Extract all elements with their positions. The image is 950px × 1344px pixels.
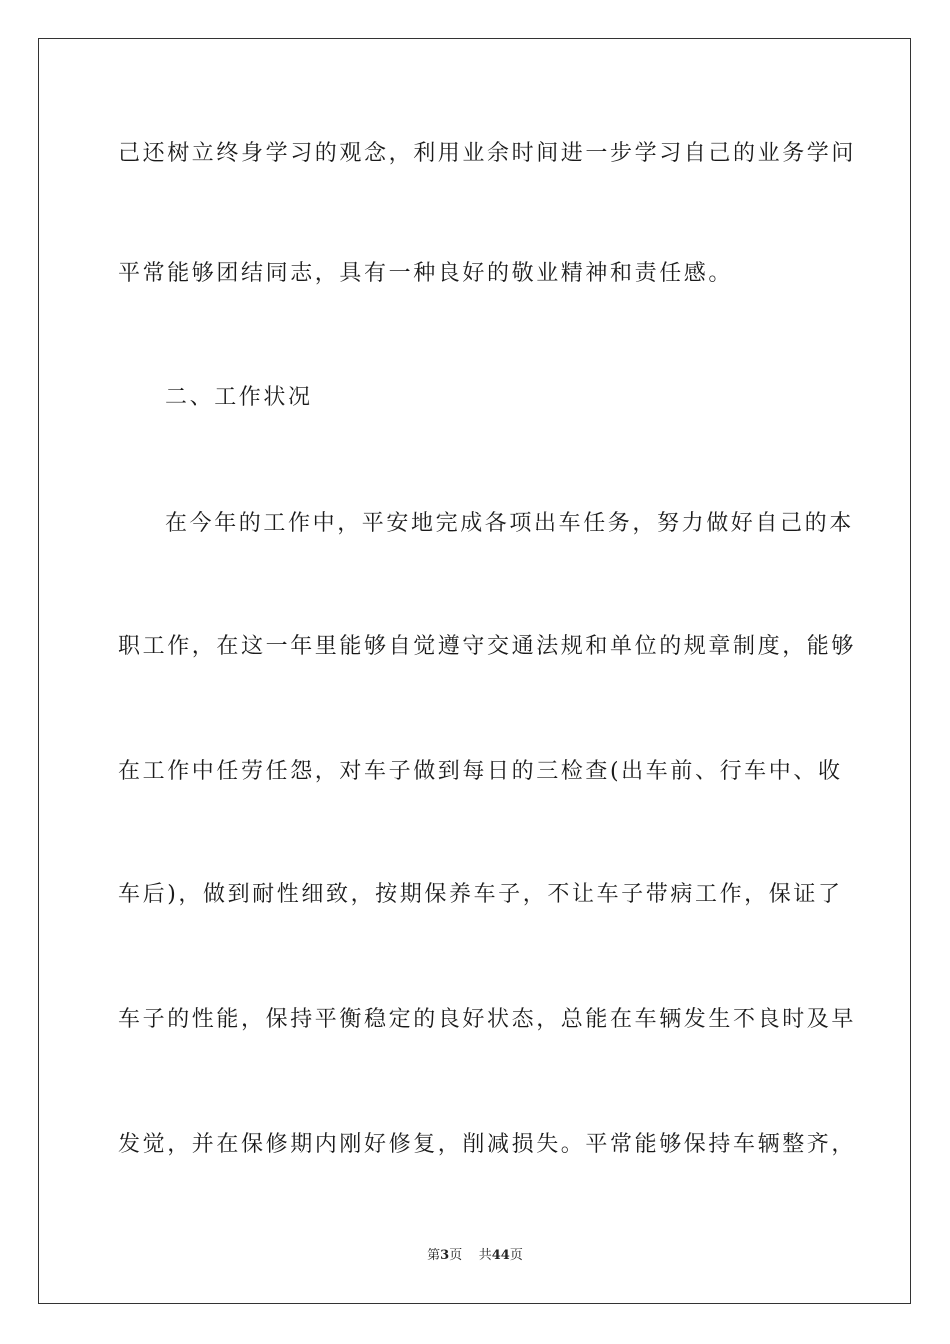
footer-page-suffix: 页 [449,1248,463,1263]
page-border [38,38,911,1304]
body-text-line-2: 平常能够团结同志，具有一种良好的敬业精神和责任感。 [118,261,734,286]
body-text-line-4: 职工作，在这一年里能够自觉遵守交通法规和单位的规章制度，能够 [118,634,857,659]
body-text-line-1: 己还树立终身学习的观念，利用业余时间进一步学习自己的业务学问 [118,141,857,166]
body-text-line-6: 车后)，做到耐性细致，按期保养车子，不让车子带病工作，保证了 [118,882,843,907]
body-text-line-3: 在今年的工作中，平安地完成各项出车任务，努力做好自己的本 [165,511,854,536]
section-heading: 二、工作状况 [165,385,313,410]
body-text-line-7: 车子的性能，保持平衡稳定的良好状态，总能在车辆发生不良时及早 [118,1007,857,1032]
footer-page-prefix: 第 [427,1248,441,1263]
footer-total-suffix: 页 [509,1248,523,1263]
footer-page-number: 3 [440,1248,450,1263]
body-text-line-8: 发觉，并在保修期内刚好修复，削减损失。平常能够保持车辆整齐， [118,1132,857,1157]
body-text-line-5: 在工作中任劳任怨，对车子做到每日的三检查(出车前、行车中、收 [118,759,843,784]
footer-total-pages: 44 [491,1248,510,1263]
footer-total-prefix: 共 [478,1248,492,1263]
page-footer [0,1247,950,1265]
